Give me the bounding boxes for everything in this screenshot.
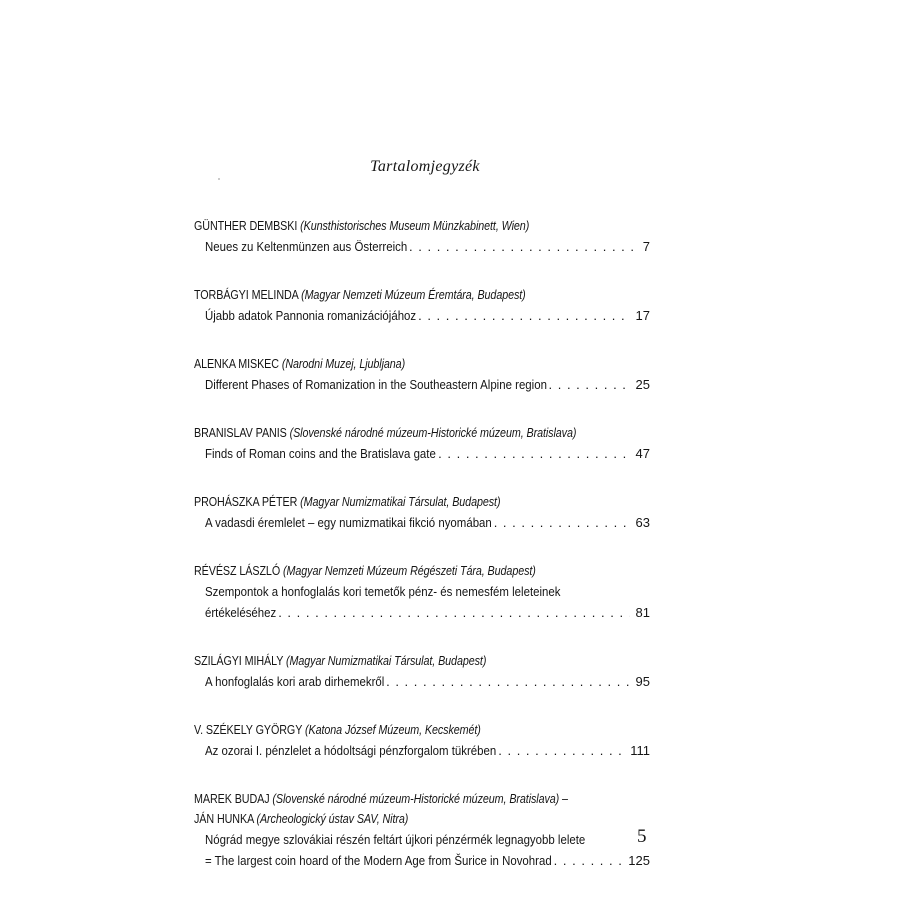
author-name: SZILÁGYI MIHÁLY (194, 654, 284, 668)
author-institution: (Slovenské národné múzeum-Historické múzeum, Bratislava) (289, 426, 577, 440)
toc-entry (194, 492, 650, 533)
author-name: GÜNTHER DEMBSKI (194, 219, 298, 233)
article-title-line-2: értékeléséhez (205, 605, 277, 620)
title-line[interactable] (205, 602, 650, 623)
toc-entry (194, 216, 650, 257)
author-name: MAREK BUDAJ (194, 792, 270, 806)
dot-leader (498, 740, 624, 761)
title-line[interactable] (205, 443, 650, 464)
author-institution: (Slovenské národné múzeum-Historické múzeum, Bratislava) – (272, 792, 568, 806)
toc-heading: Tartalomjegyzék (370, 158, 480, 175)
dot-leader (409, 236, 634, 257)
author-line (194, 423, 586, 443)
author-institution: (Katona József Múzeum, Kecskemét) (304, 723, 481, 737)
author-name: TORBÁGYI MELINDA (194, 288, 299, 302)
title-line[interactable] (205, 305, 650, 326)
article-title-line-2: = The largest coin hoard of the Modern Age from Šurice in Novohrad (205, 853, 552, 868)
author-institution: (Narodni Muzej, Ljubljana) (281, 357, 406, 371)
author-name: BRANISLAV PANIS (194, 426, 287, 440)
page-ref: 17 (635, 308, 650, 323)
toc-entry (194, 651, 650, 692)
title-line[interactable] (205, 236, 650, 257)
article-title: Different Phases of Romanization in the Southeastern Alpine region (205, 377, 547, 392)
page-ref: 81 (635, 605, 650, 620)
article-title: Finds of Roman coins and the Bratislava gate (205, 446, 436, 461)
author-name: PROHÁSZKA PÉTER (194, 495, 298, 509)
title-line[interactable] (205, 671, 650, 692)
author-institution: (Magyar Nemzeti Múzeum Éremtára, Budapest) (301, 288, 526, 302)
author-institution: (Magyar Nemzeti Múzeum Régészeti Tára, Budapest) (283, 564, 536, 578)
toc-entry (194, 354, 650, 395)
author-line (194, 789, 586, 809)
toc-entry (194, 423, 650, 464)
page-ref: 125 (628, 853, 650, 868)
title-line[interactable] (205, 374, 650, 395)
paper-speck (218, 178, 220, 180)
title-line[interactable] (205, 850, 650, 871)
title-line[interactable] (205, 512, 650, 533)
author-name: V. SZÉKELY GYÖRGY (194, 723, 303, 737)
author-institution: (Magyar Numizmatikai Társulat, Budapest) (300, 495, 501, 509)
toc-entry (194, 285, 650, 326)
page-ref: 63 (635, 515, 650, 530)
page-ref: 25 (635, 377, 650, 392)
toc-entry (194, 789, 650, 871)
page-number: 5 (637, 826, 647, 847)
page-ref: 47 (635, 446, 650, 461)
page-ref: 95 (635, 674, 650, 689)
author-line (194, 354, 586, 374)
toc-entry (194, 720, 650, 761)
author-line (194, 492, 586, 512)
article-title: A vadasdi éremlelet – egy numizmatikai fikció nyomában (205, 515, 492, 530)
author-institution: (Kunsthistorisches Museum Münzkabinett, Wien) (300, 219, 530, 233)
dot-leader (438, 443, 629, 464)
title-line[interactable] (205, 740, 650, 761)
author-line (194, 216, 586, 236)
author-line (194, 720, 586, 740)
author-name-2: JÁN HUNKA (194, 812, 254, 826)
article-title: Az ozorai I. pénzlelet a hódoltsági pénzforgalom tükrében (205, 743, 497, 758)
author-name: RÉVÉSZ LÁSZLÓ (194, 564, 281, 578)
toc-entries (194, 216, 650, 899)
toc-entry (194, 561, 650, 623)
author-institution: (Magyar Numizmatikai Társulat, Budapest) (286, 654, 487, 668)
author-line (194, 285, 586, 305)
author-line-2 (194, 809, 586, 829)
dot-leader (278, 602, 629, 623)
dot-leader (418, 305, 629, 326)
author-institution-2: (Archeologický ústav SAV, Nitra) (256, 812, 409, 826)
author-line (194, 561, 586, 581)
dot-leader (494, 512, 630, 533)
page-ref: 7 (642, 239, 650, 254)
article-title: Újabb adatok Pannonia romanizációjához (205, 308, 417, 323)
article-title: A honfoglalás kori arab dirhemekről (205, 674, 385, 689)
article-title-line-1[interactable]: Nógrád megye szlovákiai részén feltárt újkori pénzérmék legnagyobb lelete (205, 832, 586, 847)
author-line (194, 651, 586, 671)
author-name: ALENKA MISKEC (194, 357, 279, 371)
dot-leader (386, 671, 629, 692)
dot-leader (554, 850, 623, 871)
page-ref: 111 (630, 743, 650, 758)
dot-leader (549, 374, 630, 395)
article-title-line-1[interactable]: Szempontok a honfoglalás kori temetők pénz- és nemesfém leleteinek (205, 584, 561, 599)
article-title: Neues zu Keltenmünzen aus Österreich (205, 239, 408, 254)
